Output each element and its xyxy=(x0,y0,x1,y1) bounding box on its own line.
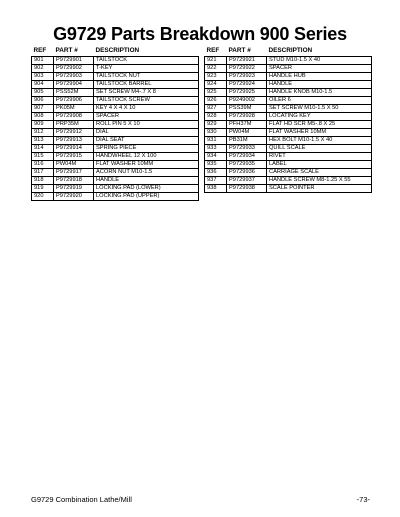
part-number-cell: P9729935 xyxy=(227,161,267,169)
ref-cell: 915 xyxy=(32,153,54,161)
part-number-cell: P9729919 xyxy=(54,185,94,193)
description-cell: FLAT HD SCR M5-.8 X 25 xyxy=(267,121,372,129)
part-number-cell: P9729904 xyxy=(54,81,94,89)
description-cell: TAILSTOCK xyxy=(94,57,199,65)
description-cell: HANDWHEEL 12 X 100 xyxy=(94,153,199,161)
table-row xyxy=(205,89,372,97)
description-cell: HANDLE SCREW M8-1.25 X 55 xyxy=(267,177,372,185)
ref-cell: 901 xyxy=(32,57,54,65)
description-cell: ACORN NUT M10-1.5 xyxy=(94,169,199,177)
parts-table-right xyxy=(204,46,372,193)
table-header-row xyxy=(205,46,372,57)
table-row xyxy=(32,185,199,193)
ref-cell: 924 xyxy=(205,81,227,89)
part-number-cell: P9729925 xyxy=(227,89,267,97)
table-row xyxy=(205,73,372,81)
description-cell: RIVET xyxy=(267,153,372,161)
description-cell: SET SCREW M10-1.5 X 50 xyxy=(267,105,372,113)
description-cell: HANDLE HUB xyxy=(267,73,372,81)
table-row xyxy=(32,129,199,137)
part-number-cell: P9729903 xyxy=(54,73,94,81)
part-number-cell: P9729915 xyxy=(54,153,94,161)
ref-cell: 936 xyxy=(205,169,227,177)
table-row xyxy=(32,81,199,89)
table-row xyxy=(205,65,372,73)
description-cell: DIAL xyxy=(94,129,199,137)
ref-cell: 927 xyxy=(205,105,227,113)
parts-table-right-body xyxy=(205,57,372,193)
part-number-cell: PB31M xyxy=(227,137,267,145)
part-number-cell: PW04M xyxy=(227,129,267,137)
part-number-cell: P9729924 xyxy=(227,81,267,89)
part-number-cell: P9729934 xyxy=(227,153,267,161)
table-row xyxy=(205,153,372,161)
part-number-cell: P9729928 xyxy=(227,113,267,121)
ref-cell: 905 xyxy=(32,89,54,97)
table-row xyxy=(205,137,372,145)
description-cell: SCALE POINTER xyxy=(267,185,372,193)
description-cell: TAILSTOCK BARREL xyxy=(94,81,199,89)
table-row xyxy=(32,145,199,153)
part-column-header: PART # xyxy=(55,47,78,54)
description-cell: CARRIAGE SCALE xyxy=(267,169,372,177)
part-number-cell: PRP35M xyxy=(54,121,94,129)
table-row xyxy=(205,129,372,137)
ref-cell: 933 xyxy=(205,145,227,153)
description-cell: QUILL SCALE xyxy=(267,145,372,153)
description-cell: OILER 6 xyxy=(267,97,372,105)
table-row xyxy=(32,65,199,73)
description-cell: LOCATING KEY xyxy=(267,113,372,121)
part-number-cell: P9249002 xyxy=(227,97,267,105)
ref-cell: 917 xyxy=(32,169,54,177)
description-cell: KEY 4 X 4 X 10 xyxy=(94,105,199,113)
ref-cell: 918 xyxy=(32,177,54,185)
description-cell: LOCKING PAD (LOWER) xyxy=(94,185,199,193)
ref-cell: 907 xyxy=(32,105,54,113)
description-cell: SPACER xyxy=(94,113,199,121)
table-row xyxy=(205,81,372,89)
part-number-cell: P9729901 xyxy=(54,57,94,65)
part-number-cell: P9729920 xyxy=(54,193,94,201)
ref-cell: 906 xyxy=(32,97,54,105)
part-number-cell: PFH37M xyxy=(227,121,267,129)
table-row xyxy=(32,161,199,169)
table-row xyxy=(32,57,199,65)
table-row xyxy=(32,169,199,177)
ref-cell: 912 xyxy=(32,129,54,137)
ref-cell: 908 xyxy=(32,113,54,121)
page-title: G9729 Parts Breakdown 900 Series xyxy=(53,24,347,44)
table-row xyxy=(32,153,199,161)
ref-cell: 930 xyxy=(205,129,227,137)
description-cell: HANDLE KNOB M10-1.5 xyxy=(267,89,372,97)
part-number-cell: PK05M xyxy=(54,105,94,113)
table-row xyxy=(205,185,372,193)
part-number-cell: P9729938 xyxy=(227,185,267,193)
part-number-cell: P9729912 xyxy=(54,129,94,137)
part-number-cell: P9729918 xyxy=(54,177,94,185)
part-number-cell: P9729902 xyxy=(54,65,94,73)
table-row xyxy=(205,57,372,65)
table-row xyxy=(205,121,372,129)
description-cell: FLAT WASHER 10MM xyxy=(94,161,199,169)
part-number-cell: P9729933 xyxy=(227,145,267,153)
ref-cell: 925 xyxy=(205,89,227,97)
part-number-cell: P9729937 xyxy=(227,177,267,185)
description-cell: FLAT WASHER 10MM xyxy=(267,129,372,137)
ref-cell: 916 xyxy=(32,161,54,169)
parts-table-left xyxy=(31,46,199,201)
description-cell: LABEL xyxy=(267,161,372,169)
ref-cell: 923 xyxy=(205,73,227,81)
ref-cell: 926 xyxy=(205,97,227,105)
description-cell: SET SCREW M4-.7 X 8 xyxy=(94,89,199,97)
footer-manual-title: G9729 Combination Lathe/Mill xyxy=(31,495,132,504)
table-row xyxy=(32,105,199,113)
ref-cell: 928 xyxy=(205,113,227,121)
description-cell: HEX BOLT M10-1.5 X 40 xyxy=(267,137,372,145)
table-row xyxy=(205,113,372,121)
part-number-cell: P9729913 xyxy=(54,137,94,145)
table-row xyxy=(32,193,199,201)
part-number-cell: P9729917 xyxy=(54,169,94,177)
ref-cell: 931 xyxy=(205,137,227,145)
ref-cell: 909 xyxy=(32,121,54,129)
ref-cell: 914 xyxy=(32,145,54,153)
description-column-header: DESCRIPTION xyxy=(95,47,140,54)
table-row xyxy=(205,105,372,113)
part-number-cell: PSS39M xyxy=(227,105,267,113)
ref-cell: 935 xyxy=(205,161,227,169)
part-number-cell: P9729921 xyxy=(227,57,267,65)
description-cell: SPACER xyxy=(267,65,372,73)
table-row xyxy=(32,89,199,97)
description-cell: STUD M10-1.5 X 40 xyxy=(267,57,372,65)
table-row xyxy=(205,177,372,185)
description-cell: SPRING PIECE xyxy=(94,145,199,153)
parts-table-left-body xyxy=(32,57,199,201)
part-number-cell: PSS52M xyxy=(54,89,94,97)
description-cell: HANDLE xyxy=(267,81,372,89)
table-row xyxy=(205,145,372,153)
ref-column-header: REF xyxy=(33,47,47,54)
table-row xyxy=(32,137,199,145)
ref-cell: 938 xyxy=(205,185,227,193)
ref-cell: 904 xyxy=(32,81,54,89)
ref-cell: 913 xyxy=(32,137,54,145)
footer-page-number: -73- xyxy=(356,495,370,504)
part-number-cell: P9729922 xyxy=(227,65,267,73)
description-cell: T-KEY xyxy=(94,65,199,73)
part-number-cell: P9729923 xyxy=(227,73,267,81)
table-row xyxy=(32,97,199,105)
table-row xyxy=(32,113,199,121)
part-number-cell: P9729908 xyxy=(54,113,94,121)
table-row xyxy=(32,177,199,185)
table-row xyxy=(205,161,372,169)
part-column-header: PART # xyxy=(228,47,251,54)
ref-cell: 902 xyxy=(32,65,54,73)
ref-cell: 922 xyxy=(205,65,227,73)
ref-cell: 920 xyxy=(32,193,54,201)
table-row xyxy=(32,73,199,81)
description-cell: HANDLE xyxy=(94,177,199,185)
ref-cell: 929 xyxy=(205,121,227,129)
table-header-row xyxy=(32,46,199,57)
part-number-cell: P9729936 xyxy=(227,169,267,177)
table-row xyxy=(205,97,372,105)
table-row xyxy=(32,121,199,129)
description-cell: TAILSTOCK SCREW xyxy=(94,97,199,105)
ref-cell: 903 xyxy=(32,73,54,81)
ref-cell: 919 xyxy=(32,185,54,193)
description-cell: ROLL PIN 5 X 10 xyxy=(94,121,199,129)
description-column-header: DESCRIPTION xyxy=(268,47,313,54)
part-number-cell: PW04M xyxy=(54,161,94,169)
table-row xyxy=(205,169,372,177)
description-cell: TAILSTOCK NUT xyxy=(94,73,199,81)
ref-cell: 921 xyxy=(205,57,227,65)
ref-cell: 934 xyxy=(205,153,227,161)
part-number-cell: P9729906 xyxy=(54,97,94,105)
ref-column-header: REF xyxy=(206,47,220,54)
ref-cell: 937 xyxy=(205,177,227,185)
description-cell: DIAL SEAT xyxy=(94,137,199,145)
description-cell: LOCKING PAD (UPPER) xyxy=(94,193,199,201)
part-number-cell: P9729914 xyxy=(54,145,94,153)
